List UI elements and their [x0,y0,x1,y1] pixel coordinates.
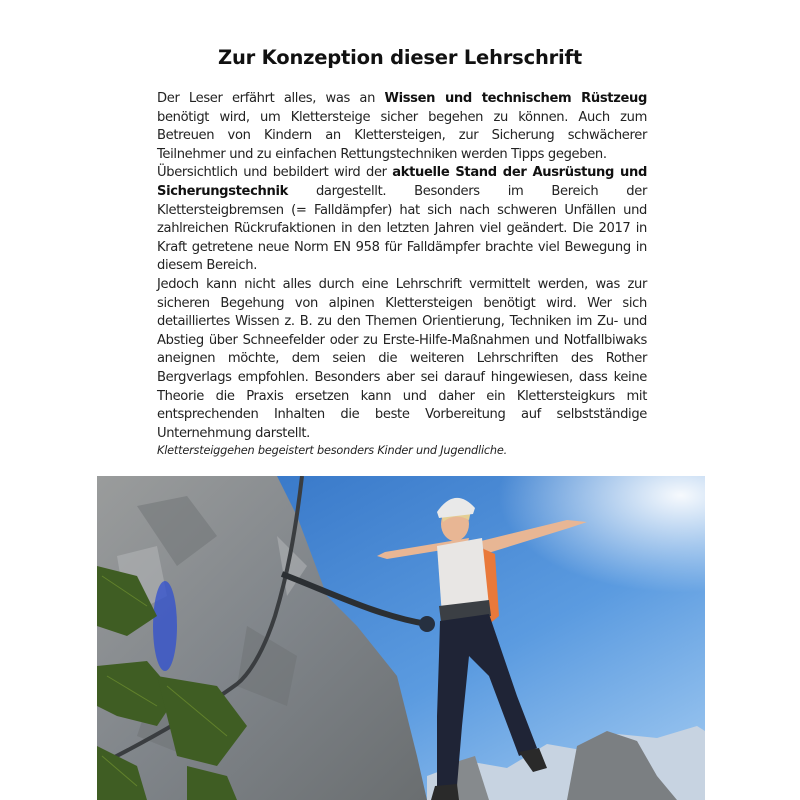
p2-text-1: Übersichtlich und bebildert wird der [157,165,393,181]
p1-text-2: benötigt wird, um Klettersteige sicher begehen zu können. Auch zum Betreuen von Kindern an Klettersteigen, zur Sicherung schwächerer Teilnehmer und zu einfachen Rettungstechniken werden Tipps gegeben. [157,109,647,162]
p2-bold-text: aktuelle Stand der Ausrüstung und Sicherungstechnik [157,165,647,199]
paragraph-1 [157,90,647,164]
p3-text-1: Jedoch kann nicht alles durch eine Lehrschrift vermittelt werden, was zur sicheren Begehung von alpinen Klettersteigen benötigt wird. Wer sich detailliertes Wissen z. B. zu den Themen Orientierung, Techniken im Zu- und Abstieg über Schneefelder oder zu Erste-Hilfe-Maßnahmen und Notfallbiwaks aneignen möchte, dem seien die weiteren Lehrschriften des Rother Bergverlags empfohlen. Besonders aber sei darauf hingewiesen, dass keine Theorie die Praxis ersetzen kann und daher ein Klettersteigkurs mit entsprechenden Inhalten die beste Vorbereitung auf selbstständige Unternehmung darstellt. [157,276,647,441]
paragraph-2 [157,164,647,276]
paragraph-3 [157,276,647,443]
p1-text-1: Der Leser erfährt alles, was an [157,91,385,106]
body-text [157,90,647,443]
page-title: Zur Konzeption dieser Lehrschrift [218,46,582,69]
climber-photo [97,476,705,800]
photo-caption: Klettersteiggehen begeistert besonders Kinder und Jugendliche. [157,444,508,457]
p1-bold-text: Wissen und technischem Rüstzeug [384,91,648,106]
p2-text-2: dargestellt. Besonders im Bereich der Klettersteigbremsen (= Falldämpfer) hat sich nach schweren Unfällen und zahlreichen Rückrufaktionen in den letzten Jahren viel geändert. Die 2017 in Kraft getretene neue Norm EN 958 für Falldämpfer brachte viel Bewegung in diesem Bereich. [157,183,647,274]
